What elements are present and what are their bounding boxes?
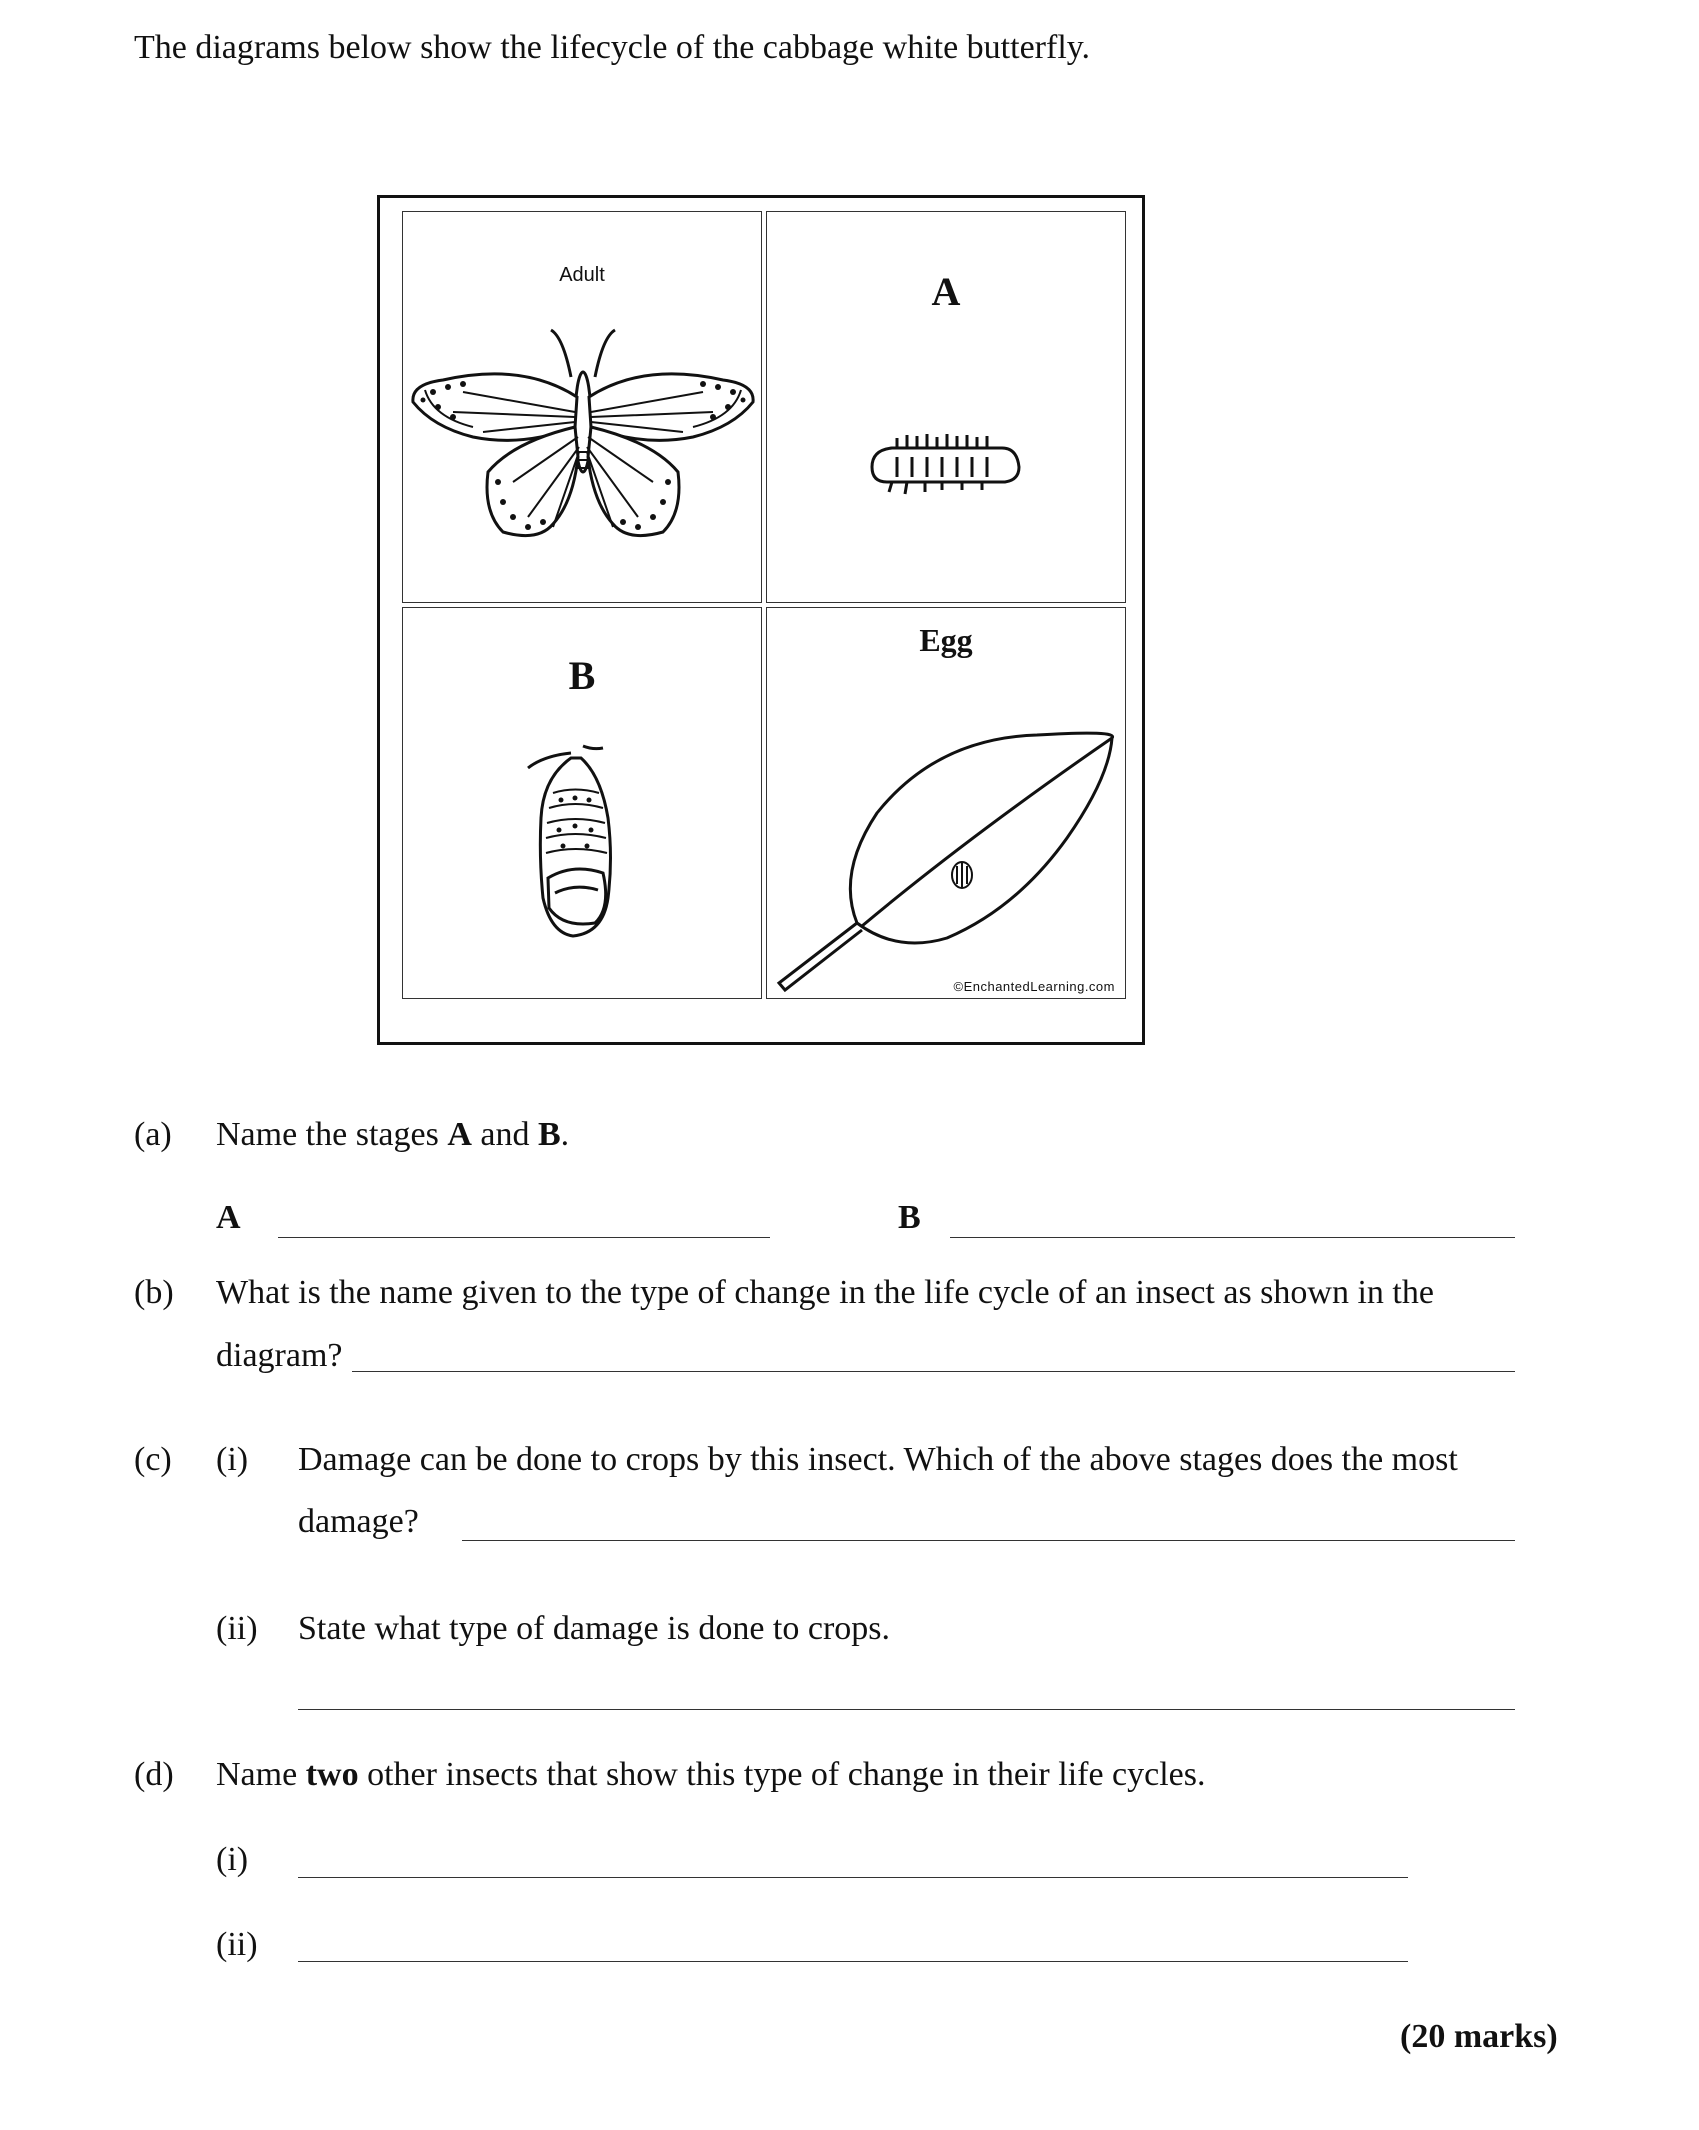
answer-c-i-line[interactable] bbox=[462, 1540, 1515, 1541]
answer-b-question-line[interactable] bbox=[352, 1371, 1515, 1372]
adult-cell bbox=[402, 211, 762, 603]
question-c-i-marker: (i) bbox=[216, 1441, 249, 1478]
question-c-ii-text: State what type of damage is done to crops. bbox=[298, 1610, 891, 1647]
answer-d-ii-line[interactable] bbox=[298, 1961, 1408, 1962]
question-b-marker: (b) bbox=[134, 1274, 174, 1311]
butterfly-icon bbox=[403, 212, 763, 604]
question-c-marker: (c) bbox=[134, 1441, 172, 1478]
question-d-marker: (d) bbox=[134, 1756, 174, 1793]
egg-label: Egg bbox=[919, 622, 973, 658]
answer-a-line[interactable] bbox=[278, 1237, 770, 1238]
question-c-i-line2: damage? bbox=[298, 1503, 419, 1540]
adult-label: Adult bbox=[559, 264, 605, 286]
chrysalis-icon bbox=[403, 608, 763, 1000]
question-d-ii-marker: (ii) bbox=[216, 1926, 258, 1963]
egg-cell bbox=[766, 607, 1126, 999]
credit-text: ©EnchantedLearning.com bbox=[953, 979, 1115, 994]
question-d-i-marker: (i) bbox=[216, 1841, 249, 1878]
lifecycle-figure bbox=[377, 195, 1145, 1045]
stage-a-label: A bbox=[931, 269, 961, 314]
stage-a-cell bbox=[766, 211, 1126, 603]
question-d-text: Name two other insects that show this type of change in their life cycles. bbox=[216, 1756, 1206, 1793]
question-b-line1: What is the name given to the type of change in the life cycle of an insect as shown in the bbox=[216, 1274, 1434, 1311]
answer-a-label: A bbox=[216, 1199, 241, 1236]
stage-b-cell bbox=[402, 607, 762, 999]
question-a-text: Name the stages A and B. bbox=[216, 1116, 570, 1153]
caterpillar-icon bbox=[767, 212, 1127, 604]
answer-d-i-line[interactable] bbox=[298, 1877, 1408, 1878]
question-c-i-line1: Damage can be done to crops by this insect. Which of the above stages does the most bbox=[298, 1441, 1458, 1478]
question-a-marker: (a) bbox=[134, 1116, 172, 1153]
intro-text: The diagrams below show the lifecycle of the cabbage white butterfly. bbox=[134, 29, 1091, 66]
leaf-with-egg-icon bbox=[767, 608, 1127, 1000]
answer-c-ii-line[interactable] bbox=[298, 1709, 1515, 1710]
answer-b-label: B bbox=[898, 1199, 921, 1236]
question-b-line2: diagram? bbox=[216, 1337, 343, 1374]
answer-b-line[interactable] bbox=[950, 1237, 1515, 1238]
question-c-ii-marker: (ii) bbox=[216, 1610, 258, 1647]
total-marks: (20 marks) bbox=[1400, 2018, 1558, 2055]
stage-b-label: B bbox=[568, 653, 596, 698]
